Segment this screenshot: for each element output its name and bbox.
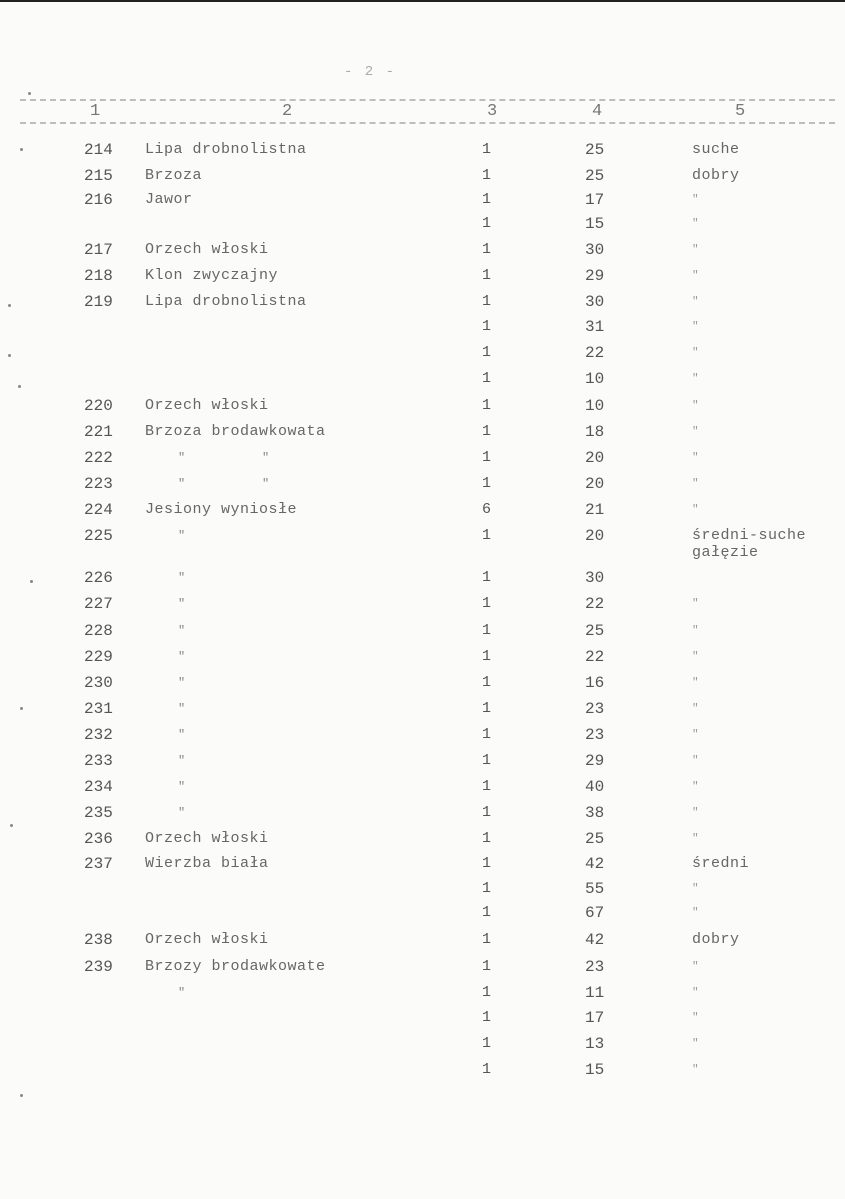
tree-condition: " — [692, 194, 700, 206]
tree-circumference: 20 — [585, 527, 605, 545]
tree-quantity: 1 — [482, 167, 492, 184]
tree-quantity: 1 — [482, 397, 492, 414]
tree-species: " — [178, 728, 186, 742]
tree-circumference: 42 — [585, 931, 605, 949]
table-row — [0, 644, 845, 670]
row-number: 227 — [84, 595, 113, 613]
margin-speck — [28, 92, 31, 95]
tree-circumference: 20 — [585, 475, 605, 493]
tree-condition: " — [692, 347, 700, 359]
tree-quantity: 1 — [482, 855, 492, 872]
tree-circumference: 17 — [585, 191, 605, 209]
table-row — [0, 722, 845, 748]
tree-species: Jawor — [145, 191, 193, 208]
tree-condition: " — [692, 400, 700, 412]
row-number: 233 — [84, 752, 113, 770]
column-header-1: 1 — [90, 102, 101, 121]
tree-quantity: 1 — [482, 423, 492, 440]
row-number: 236 — [84, 830, 113, 848]
tree-quantity: 6 — [482, 501, 492, 518]
table-row — [0, 497, 845, 523]
row-number: 239 — [84, 958, 113, 976]
table-row — [0, 927, 845, 953]
table-row — [0, 980, 845, 1006]
tree-species: Lipa drobnolistna — [145, 293, 307, 310]
tree-condition: " — [692, 478, 700, 490]
page-marker: - 2 - — [343, 64, 396, 80]
row-number: 237 — [84, 855, 113, 873]
tree-species-ditto: " — [262, 477, 270, 491]
tree-circumference: 30 — [585, 241, 605, 259]
tree-condition: " — [692, 1012, 700, 1024]
tree-condition: " — [692, 807, 700, 819]
tree-circumference: 22 — [585, 595, 605, 613]
tree-circumference: 31 — [585, 318, 605, 336]
column-header-2: 2 — [282, 102, 293, 121]
table-row — [0, 876, 845, 902]
table-row — [0, 1057, 845, 1083]
table-row — [0, 851, 845, 877]
tree-quantity: 1 — [482, 475, 492, 492]
tree-quantity: 1 — [482, 904, 492, 921]
tree-condition: " — [692, 321, 700, 333]
tree-species: Brzoza — [145, 167, 203, 184]
tree-circumference: 10 — [585, 370, 605, 388]
tree-circumference: 11 — [585, 984, 605, 1002]
row-number: 226 — [84, 569, 113, 587]
margin-speck — [8, 304, 11, 307]
margin-speck — [18, 385, 21, 388]
tree-circumference: 21 — [585, 501, 605, 519]
tree-condition: " — [692, 218, 700, 230]
tree-quantity: 1 — [482, 215, 492, 232]
tree-species: Brzoza brodawkowata — [145, 423, 326, 440]
margin-speck — [10, 824, 13, 827]
tree-circumference: 23 — [585, 700, 605, 718]
tree-species: Wierzba biała — [145, 855, 269, 872]
tree-quantity: 1 — [482, 267, 492, 284]
tree-quantity: 1 — [482, 595, 492, 612]
tree-circumference: 15 — [585, 1061, 605, 1079]
tree-circumference: 22 — [585, 344, 605, 362]
table-row — [0, 1031, 845, 1057]
tree-circumference: 16 — [585, 674, 605, 692]
table-row — [0, 591, 845, 617]
tree-quantity: 1 — [482, 622, 492, 639]
tree-species: " — [178, 477, 186, 491]
tree-condition: " — [692, 651, 700, 663]
tree-species: " — [178, 597, 186, 611]
margin-speck — [20, 148, 23, 151]
tree-circumference: 18 — [585, 423, 605, 441]
tree-species: Brzozy brodawkowate — [145, 958, 326, 975]
tree-quantity: 1 — [482, 191, 492, 208]
row-number: 215 — [84, 167, 113, 185]
tree-condition: " — [692, 452, 700, 464]
tree-circumference: 30 — [585, 569, 605, 587]
tree-species: " — [178, 754, 186, 768]
tree-circumference: 23 — [585, 726, 605, 744]
column-header-5: 5 — [735, 102, 746, 121]
tree-condition: " — [692, 1038, 700, 1050]
table-row — [0, 800, 845, 826]
tree-species: " — [178, 529, 186, 543]
tree-quantity: 1 — [482, 527, 492, 544]
tree-circumference: 25 — [585, 141, 605, 159]
table-row — [0, 340, 845, 366]
tree-species: " — [178, 571, 186, 585]
table-row — [0, 263, 845, 289]
row-number: 218 — [84, 267, 113, 285]
table-row — [0, 211, 845, 237]
tree-circumference: 20 — [585, 449, 605, 467]
margin-speck — [30, 580, 33, 583]
tree-condition: " — [692, 296, 700, 308]
row-number: 225 — [84, 527, 113, 545]
tree-condition: " — [692, 703, 700, 715]
tree-quantity: 1 — [482, 830, 492, 847]
row-number: 220 — [84, 397, 113, 415]
table-row — [0, 748, 845, 774]
tree-species: Orzech włoski — [145, 931, 269, 948]
tree-condition: " — [692, 755, 700, 767]
tree-species-ditto: " — [262, 451, 270, 465]
tree-circumference: 38 — [585, 804, 605, 822]
tree-circumference: 25 — [585, 622, 605, 640]
tree-condition: " — [692, 598, 700, 610]
tree-quantity: 1 — [482, 674, 492, 691]
margin-speck — [8, 354, 11, 357]
tree-quantity: 1 — [482, 726, 492, 743]
tree-quantity: 1 — [482, 752, 492, 769]
tree-circumference: 40 — [585, 778, 605, 796]
tree-condition: średni — [692, 855, 750, 872]
tree-quantity: 1 — [482, 958, 492, 975]
tree-condition: " — [692, 883, 700, 895]
tree-condition: " — [692, 833, 700, 845]
row-number: 217 — [84, 241, 113, 259]
tree-quantity: 1 — [482, 1035, 492, 1052]
row-number: 224 — [84, 501, 113, 519]
tree-quantity: 1 — [482, 778, 492, 795]
table-row — [0, 954, 845, 980]
table-row — [0, 471, 845, 497]
column-header-3: 3 — [487, 102, 498, 121]
tree-quantity: 1 — [482, 880, 492, 897]
tree-species: Klon zwyczajny — [145, 267, 279, 284]
tree-species: Orzech włoski — [145, 830, 269, 847]
tree-species: Jesiony wyniosłe — [145, 501, 298, 518]
table-row — [0, 289, 845, 315]
table-row — [0, 187, 845, 213]
row-number: 221 — [84, 423, 113, 441]
tree-circumference: 15 — [585, 215, 605, 233]
tree-species: " — [178, 676, 186, 690]
table-row — [0, 393, 845, 419]
margin-speck — [20, 1094, 23, 1097]
tree-condition: " — [692, 244, 700, 256]
table-row — [0, 670, 845, 696]
tree-condition: suche — [692, 141, 740, 158]
row-number: 238 — [84, 931, 113, 949]
tree-circumference: 10 — [585, 397, 605, 415]
tree-quantity: 1 — [482, 1009, 492, 1026]
row-number: 231 — [84, 700, 113, 718]
tree-circumference: 42 — [585, 855, 605, 873]
tree-species: " — [178, 451, 186, 465]
tree-quantity: 1 — [482, 804, 492, 821]
tree-quantity: 1 — [482, 648, 492, 665]
tree-quantity: 1 — [482, 700, 492, 717]
column-header-4: 4 — [592, 102, 603, 121]
tree-quantity: 1 — [482, 344, 492, 361]
tree-condition: " — [692, 677, 700, 689]
tree-condition: " — [692, 907, 700, 919]
tree-quantity: 1 — [482, 931, 492, 948]
tree-circumference: 29 — [585, 752, 605, 770]
row-number: 230 — [84, 674, 113, 692]
tree-condition: " — [692, 426, 700, 438]
row-number: 214 — [84, 141, 113, 159]
table-row — [0, 314, 845, 340]
tree-species: " — [178, 806, 186, 820]
table-row — [0, 163, 845, 189]
tree-species: " — [178, 986, 186, 1000]
table-row — [0, 445, 845, 471]
tree-circumference: 67 — [585, 904, 605, 922]
table-row — [0, 565, 845, 591]
tree-circumference: 22 — [585, 648, 605, 666]
tree-species: " — [178, 780, 186, 794]
tree-circumference: 13 — [585, 1035, 605, 1053]
table-row — [0, 696, 845, 722]
tree-condition: " — [692, 270, 700, 282]
row-number: 235 — [84, 804, 113, 822]
tree-species: " — [178, 624, 186, 638]
table-row — [0, 419, 845, 445]
row-number: 216 — [84, 191, 113, 209]
header-rule-top — [20, 99, 835, 101]
tree-condition: " — [692, 625, 700, 637]
row-number: 223 — [84, 475, 113, 493]
table-row — [0, 237, 845, 263]
tree-circumference: 25 — [585, 167, 605, 185]
tree-species: Lipa drobnolistna — [145, 141, 307, 158]
tree-species: Orzech włoski — [145, 397, 269, 414]
tree-quantity: 1 — [482, 984, 492, 1001]
tree-condition: dobry — [692, 167, 740, 184]
tree-condition: " — [692, 373, 700, 385]
table-row — [0, 826, 845, 852]
tree-species: " — [178, 650, 186, 664]
row-number: 228 — [84, 622, 113, 640]
tree-circumference: 17 — [585, 1009, 605, 1027]
tree-circumference: 25 — [585, 830, 605, 848]
tree-condition: " — [692, 987, 700, 999]
tree-quantity: 1 — [482, 449, 492, 466]
tree-circumference: 23 — [585, 958, 605, 976]
tree-condition: " — [692, 781, 700, 793]
table-row — [0, 137, 845, 163]
header-rule-bottom — [20, 122, 835, 124]
tree-quantity: 1 — [482, 370, 492, 387]
tree-condition: średni-suche gałęzie — [692, 527, 807, 561]
row-number: 219 — [84, 293, 113, 311]
row-number: 234 — [84, 778, 113, 796]
tree-quantity: 1 — [482, 1061, 492, 1078]
tree-species: Orzech włoski — [145, 241, 269, 258]
tree-condition: dobry — [692, 931, 740, 948]
tree-circumference: 55 — [585, 880, 605, 898]
table-row — [0, 618, 845, 644]
tree-quantity: 1 — [482, 241, 492, 258]
table-row — [0, 366, 845, 392]
tree-condition: " — [692, 1064, 700, 1076]
table-row — [0, 523, 845, 561]
tree-condition: " — [692, 729, 700, 741]
table-row — [0, 900, 845, 926]
tree-condition: " — [692, 504, 700, 516]
tree-quantity: 1 — [482, 141, 492, 158]
table-row — [0, 1005, 845, 1031]
tree-quantity: 1 — [482, 293, 492, 310]
tree-quantity: 1 — [482, 318, 492, 335]
tree-quantity: 1 — [482, 569, 492, 586]
table-row — [0, 774, 845, 800]
row-number: 229 — [84, 648, 113, 666]
tree-circumference: 29 — [585, 267, 605, 285]
tree-species: " — [178, 702, 186, 716]
row-number: 232 — [84, 726, 113, 744]
tree-condition: " — [692, 961, 700, 973]
tree-circumference: 30 — [585, 293, 605, 311]
row-number: 222 — [84, 449, 113, 467]
margin-speck — [20, 707, 23, 710]
